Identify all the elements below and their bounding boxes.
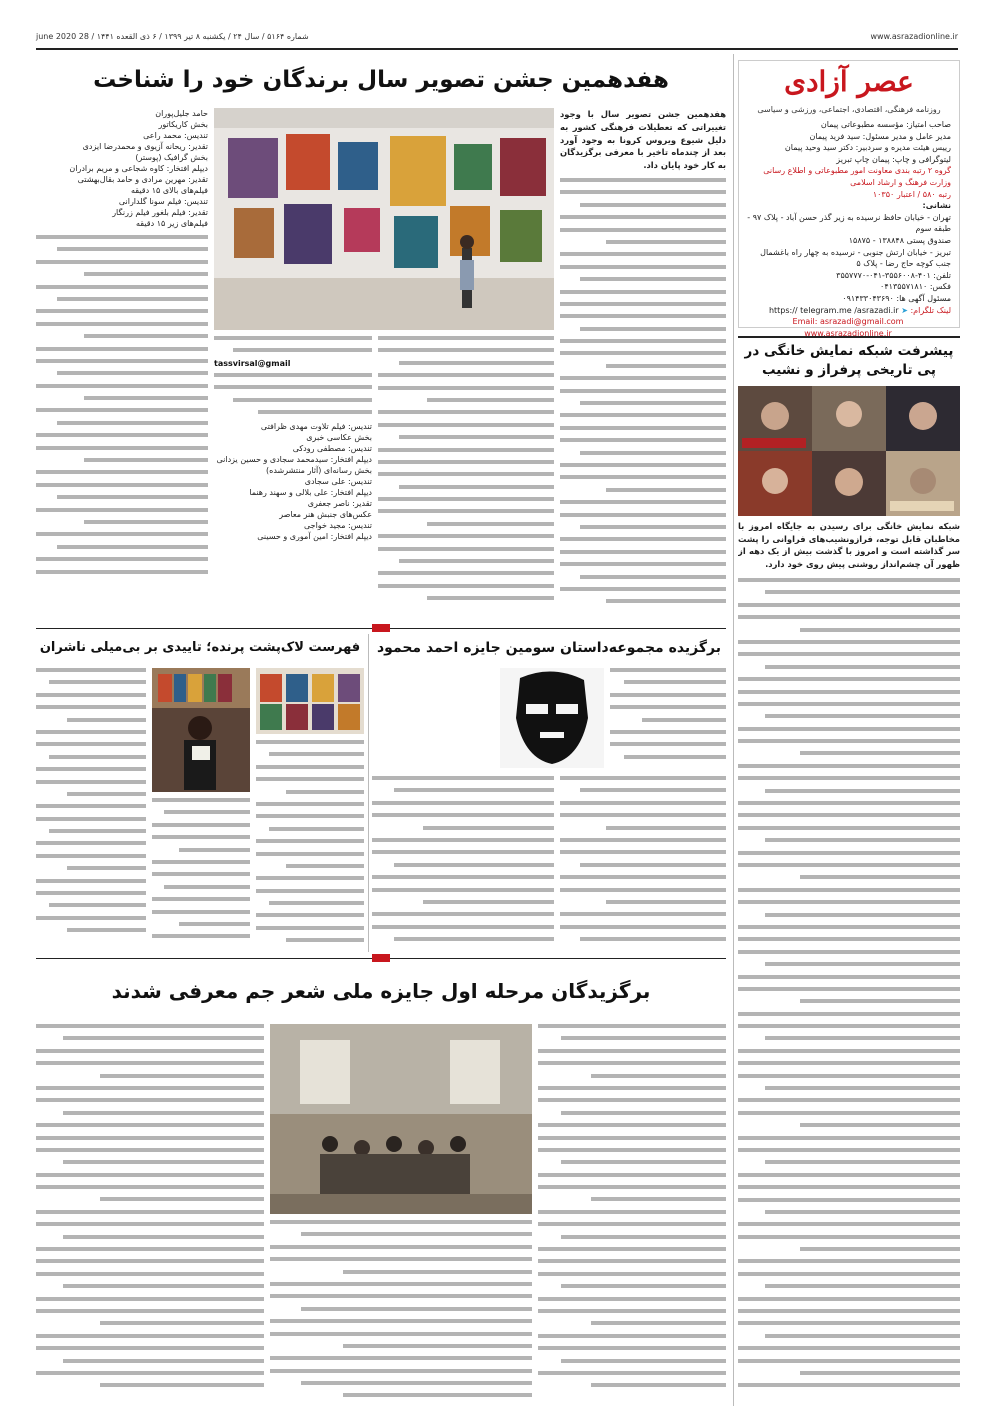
poetry-col2 bbox=[270, 1220, 532, 1406]
list-col-right bbox=[256, 740, 364, 952]
ranking: گروه ۲ رتبه بندی معاونت امور مطبوعاتی و اطلاع رسانی وزارت فرهنگ و ارشاد اسلامی bbox=[763, 166, 951, 187]
award-col1-top bbox=[610, 668, 726, 768]
credit-line: بخش عکاسی خبری bbox=[306, 433, 372, 442]
credit-line: دیپلم افتخار: علی بلالی و سهند رهنما bbox=[249, 488, 372, 497]
top-rule bbox=[36, 48, 958, 50]
exhibition-hall-image bbox=[214, 108, 554, 330]
list-story-headline: فهرست لاک‌پشت پرنده؛ تاییدی بر بی‌میلی ناشران bbox=[39, 640, 361, 655]
side-story-header bbox=[738, 336, 960, 380]
telegram-link[interactable]: https:// telegram.me /asrazadi.ir bbox=[768, 305, 899, 315]
poster-collage bbox=[738, 386, 960, 516]
poetry-photo bbox=[270, 1024, 532, 1214]
main-story-col2 bbox=[378, 336, 554, 618]
email-link[interactable]: asrazadi@gmail.com bbox=[819, 317, 904, 327]
ranking-code: رتبه ۵۸۰ / اعتبار ۱۰۳۵۰ bbox=[872, 189, 951, 199]
print: لیتوگرافی و چاپ: پیمان چاپ تبریز bbox=[836, 154, 951, 164]
credit-line: تقدیر: مهرین مرادی و حامد بقال‌بهشتی bbox=[77, 175, 208, 184]
telegram-icon: ➤ bbox=[901, 305, 908, 315]
credit-line: دیپلم افتخار: امین آموری و حسینی bbox=[257, 532, 372, 541]
credit-line: تندیس: فیلم سونا گلدارانی bbox=[118, 197, 208, 206]
email-mention: tassvirsal@gmail bbox=[214, 359, 291, 368]
credit-line: تندیس: مجید خواجی bbox=[303, 521, 372, 530]
bookstore-photo bbox=[152, 668, 250, 792]
credit-line: تقدیر: فیلم بلغور فیلم زرنگار bbox=[112, 208, 208, 217]
author-portrait bbox=[500, 668, 604, 768]
ceremony-image bbox=[270, 1024, 532, 1214]
phone: تلفن: ۴۰۱-۳۵۵۶۰۰۸-۰۴۱-۳۵۵۷۷۷۰ bbox=[836, 270, 951, 280]
credit-line: تقدیر: ریحانه آزیوی و محمدرضا ایزدی bbox=[82, 142, 208, 151]
credit-line: بخش رسانه‌ای (آثار منتشرشده) bbox=[266, 466, 372, 475]
main-story-header bbox=[36, 58, 726, 104]
telegram-label: لینک تلگرام: bbox=[910, 305, 951, 315]
award-col1 bbox=[560, 776, 726, 952]
credit-line: دیپلم افتخار: کاوه شجاعی و مریم برادران bbox=[69, 164, 208, 173]
main-story-col1 bbox=[560, 178, 726, 618]
director: مدیر عامل و مدیر مسئول: سید فرید پیمان bbox=[809, 131, 951, 141]
credit-line: بخش کاریکاتور bbox=[158, 120, 208, 129]
masthead-info bbox=[745, 119, 951, 339]
credit-line: بخش گرافیک (پوستر) bbox=[135, 153, 208, 162]
main-story-lead: هفدهمین جشن تصویر سال با وجود تغییراتی که تعطیلات فرهنگی کشور به دلیل شیوع ویروس کرونا به وجود آورد بعد از چندماه تاخیر با معرفی برگزیدگان به کار خود پایان داد. bbox=[560, 109, 726, 171]
address-title: نشانی: bbox=[922, 201, 951, 211]
section-marker-2 bbox=[372, 954, 390, 962]
side-story-headline: پیشرفت شبکه نمایش خانگی در پی تاریخی پرفراز و نشیب bbox=[744, 343, 954, 378]
award-story-header bbox=[372, 634, 726, 664]
column-divider-mid bbox=[368, 634, 369, 952]
side-story-photo bbox=[738, 386, 960, 516]
tagline: روزنامه فرهنگی، اقتصادی، اجتماعی، ورزشی و سیاسی bbox=[757, 105, 941, 114]
section-marker bbox=[372, 624, 390, 632]
pobox: صندوق پستی ۱۳۸۸۴۸ - ۱۵۸۷۵ bbox=[848, 235, 951, 245]
side-story-body bbox=[738, 578, 960, 1406]
credit-line: تندیس: مصطفی رودکی bbox=[292, 444, 372, 453]
credit-line: دیپلم افتخار: سید‌محمد سجادی و حسین یزدانی bbox=[216, 455, 372, 464]
credit-line: فیلم‌های بالای ۱۵ دقیقه bbox=[131, 186, 208, 195]
website-top[interactable]: www.asrazadionline.ir bbox=[870, 32, 958, 41]
credit-line: تندیس: فیلم تلاوت مهدی ظرافتی bbox=[260, 422, 372, 431]
editor: رییس هیئت مدیره و سردبیر: دکتر سید وحید پیمان bbox=[784, 143, 951, 153]
book-covers-photo bbox=[256, 668, 364, 734]
list-col-left bbox=[36, 668, 146, 952]
fax: فکس: ۰۴۱۳۵۵۷۱۸۱۰ bbox=[880, 282, 951, 292]
ads-contact: مسئول آگهی ها: ۰۹۱۴۳۳۰۴۳۶۹۰ bbox=[842, 293, 951, 303]
address-tabriz: تبریز - خیابان ارتش جنوبی - نرسیده به چهار راه باغشمال جنب کوچه حاج رضا - پلاک ۵ bbox=[760, 247, 951, 269]
credit-line: تندیس: علی سجادی bbox=[304, 477, 372, 486]
main-story-headline: هفدهمین جشن تصویر سال برندگان خود را شناخت bbox=[93, 67, 669, 93]
email-row bbox=[745, 316, 951, 328]
award-story-headline: برگزیده مجموعه‌داستان سومین جایزه احمد محمود bbox=[376, 640, 721, 656]
newspaper-logo: عصر آزادی bbox=[784, 65, 914, 98]
poetry-story-headline: برگزیدگان مرحله اول جایزه ملی شعر جم معرفی شدند bbox=[111, 979, 651, 1003]
gallery-photo bbox=[214, 108, 554, 330]
masthead-box bbox=[738, 60, 960, 338]
telegram-row bbox=[745, 305, 951, 317]
poetry-story-header bbox=[36, 964, 726, 1020]
winners-list-short bbox=[214, 421, 372, 617]
address-tehran: تهران - خیابان حافظ نرسیده به زیر گذر حسن آباد - پلاک ۹۷ - طبقه سوم bbox=[747, 212, 951, 234]
issue-line: شماره ۵۱۶۴ / سال ۲۴ / یکشنبه ۸ تیر ۱۳۹۹ / ۶ ذی القعده ۱۴۴۱ / 28 june 2020 bbox=[36, 32, 309, 41]
reader-image bbox=[152, 668, 250, 792]
credit-line: تندیس: محمد راعی bbox=[143, 131, 208, 140]
email-label: Email: bbox=[792, 317, 818, 327]
portrait-image bbox=[500, 668, 604, 768]
poetry-col3 bbox=[36, 1024, 264, 1406]
award-col2 bbox=[372, 776, 554, 952]
poetry-col1 bbox=[538, 1024, 726, 1406]
book-covers-image bbox=[256, 668, 364, 734]
main-story-col3 bbox=[214, 336, 372, 618]
list-col-mid bbox=[152, 798, 250, 952]
column-divider-right bbox=[733, 54, 734, 1406]
license: صاحب امتیاز: مؤسسه مطبوعاتی پیمان bbox=[820, 120, 951, 129]
winners-list bbox=[36, 108, 208, 618]
credit-line: حامد جلیل‌پوران bbox=[155, 109, 208, 118]
credit-line: عکس‌های جنبش هنر معاصر bbox=[279, 510, 372, 519]
site-link[interactable]: www.asrazadionline.ir bbox=[804, 328, 892, 338]
top-bar bbox=[36, 30, 958, 48]
list-story-header bbox=[36, 634, 364, 664]
credit-line: فیلم‌های زیر ۱۵ دقیقه bbox=[136, 219, 208, 228]
side-story-lead: شبکه نمایش خانگی برای رسیدن به جایگاه امروز با مخاطبان قابل توجه، فرازونشیب‌های فراوانی را پشت سر گذاشته است و امروز با گذشت بیش از یک دهه از ظهور آن چشم‌انداز روشنی پیش روی خود دارد. bbox=[738, 521, 960, 569]
credit-line: تقدیر: ناصر جعفری bbox=[307, 499, 372, 508]
